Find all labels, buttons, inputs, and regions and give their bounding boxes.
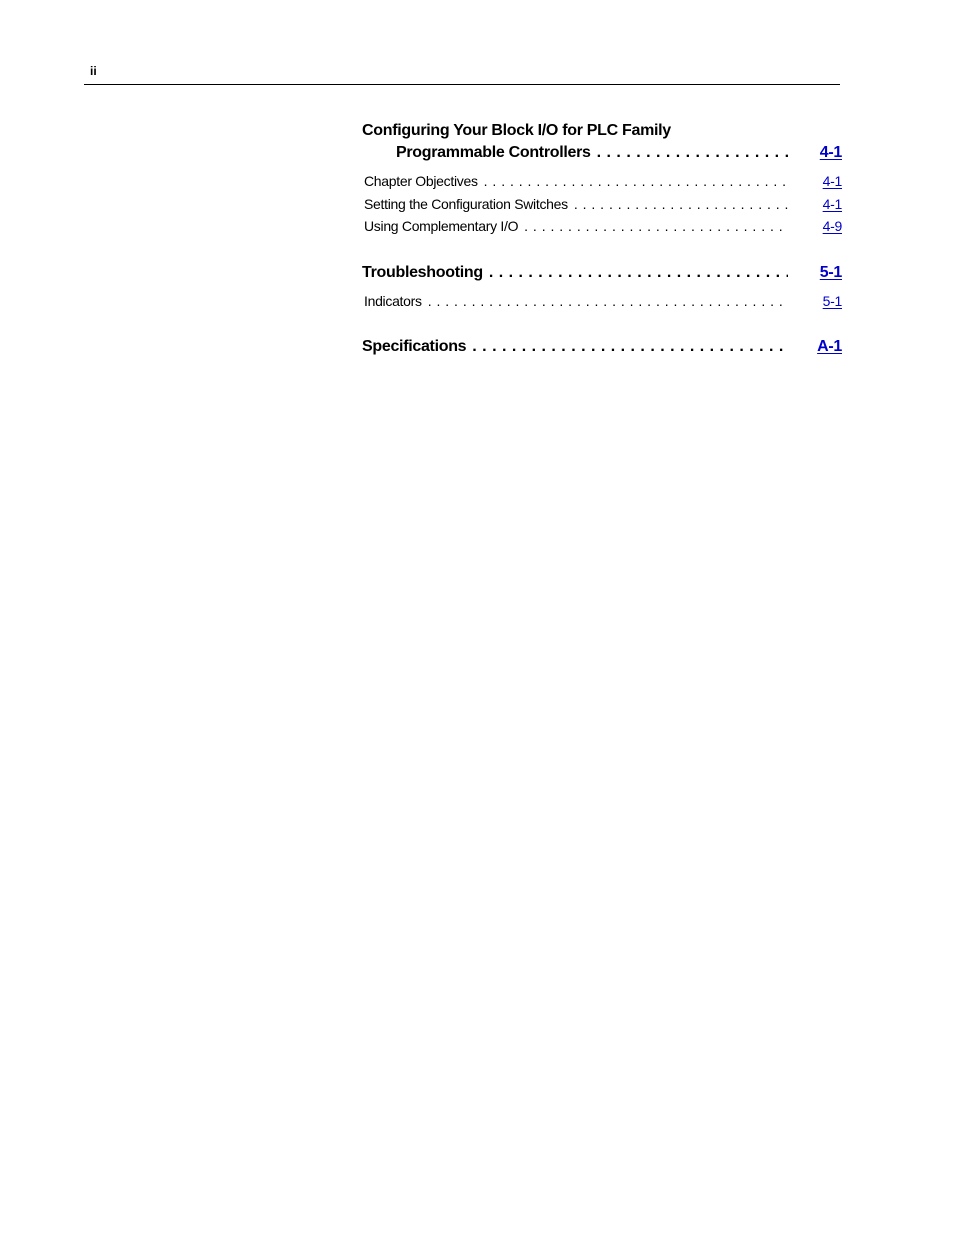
dot-leader bbox=[484, 170, 788, 193]
chapter-5-title: Troubleshooting bbox=[362, 263, 483, 281]
page-number: ii bbox=[90, 64, 97, 78]
section-page-link[interactable]: 4-1 bbox=[822, 173, 842, 189]
section-page-link[interactable]: 4-1 bbox=[822, 195, 842, 212]
section-page-link[interactable]: 5-1 bbox=[822, 292, 842, 309]
dot-leader bbox=[597, 142, 788, 164]
appendix-a-title: Specifications bbox=[362, 338, 467, 355]
chapter-4-title-part-1: Configuring Your Block I/O for PLC Family bbox=[362, 122, 671, 139]
section-page-link[interactable]: 4-9 bbox=[822, 218, 842, 234]
appendix-a-page-link[interactable]: A-1 bbox=[817, 338, 842, 355]
dot-leader bbox=[524, 215, 788, 238]
chapter-4-page-link[interactable]: 4-1 bbox=[819, 144, 842, 161]
chapter-4-title-part-2: Programmable Controllers bbox=[396, 144, 591, 161]
toc-entry-indicators[interactable] bbox=[362, 290, 842, 313]
dot-leader bbox=[428, 290, 788, 313]
dot-leader bbox=[489, 262, 788, 284]
chapter-4-title-line-1 bbox=[362, 120, 842, 142]
toc-entry-using-complementary-io[interactable] bbox=[362, 215, 842, 238]
toc-entry-chapter-5[interactable] bbox=[362, 262, 842, 284]
header-rule bbox=[84, 84, 840, 85]
section-label: Using Complementary I/O bbox=[364, 218, 519, 234]
dot-leader bbox=[574, 193, 788, 216]
toc-entry-chapter-4[interactable] bbox=[362, 142, 842, 164]
section-label: Setting the Configuration Switches bbox=[364, 195, 568, 212]
dot-leader bbox=[472, 336, 788, 358]
section-label: Chapter Objectives bbox=[364, 173, 478, 189]
chapter-5-page-link[interactable]: 5-1 bbox=[819, 263, 842, 281]
toc-entry-setting-configuration-switches[interactable] bbox=[362, 193, 842, 216]
toc-entry-appendix-a[interactable] bbox=[362, 336, 842, 358]
toc-entry-chapter-objectives[interactable] bbox=[362, 170, 842, 193]
table-of-contents bbox=[362, 120, 842, 358]
section-label: Indicators bbox=[364, 292, 422, 309]
